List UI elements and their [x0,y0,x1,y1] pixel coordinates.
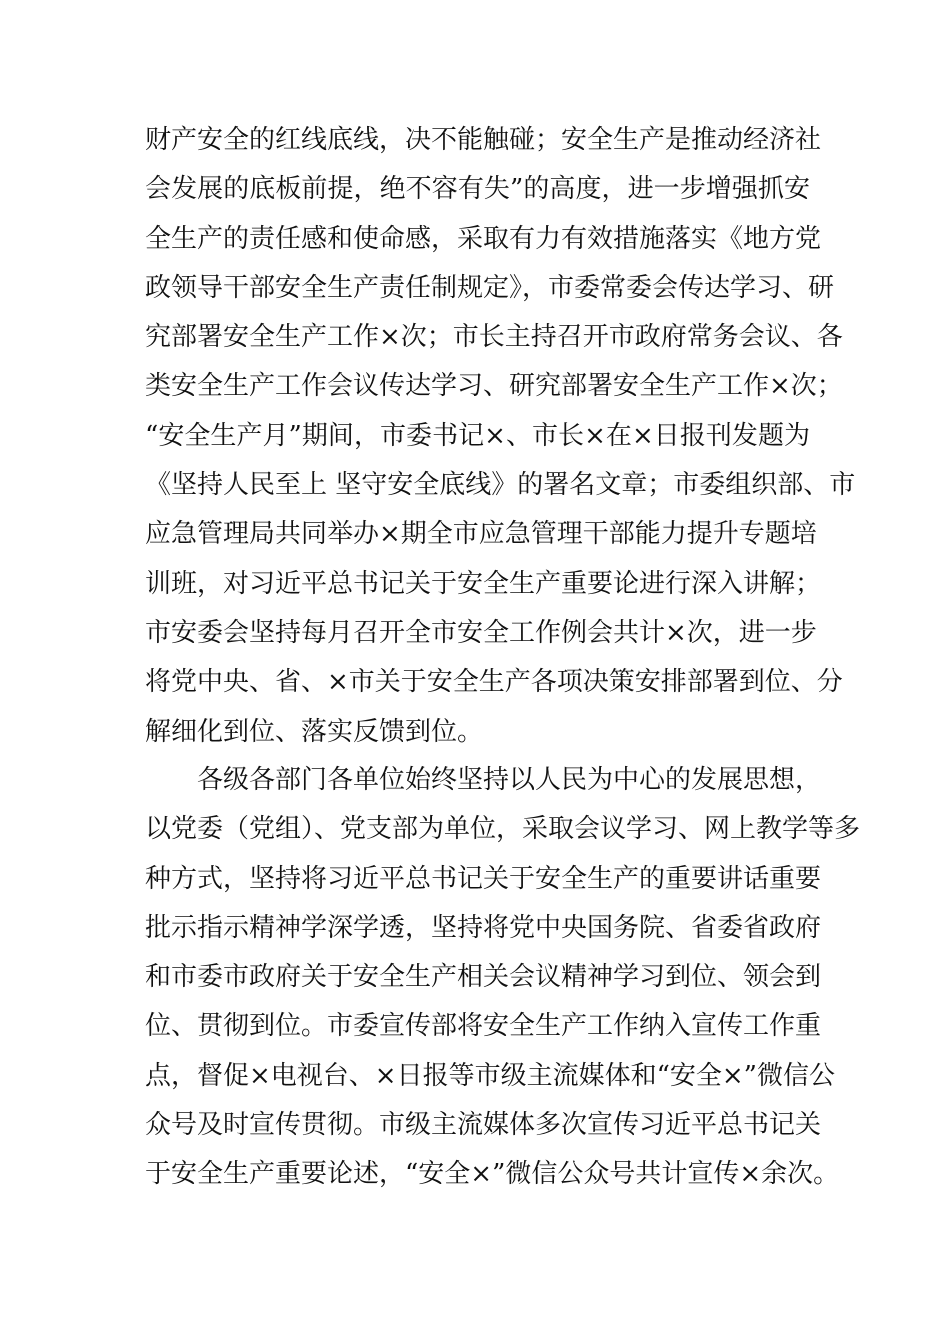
paragraph-2-line: 各级各部门各单位始终坚持以人民为中心的发展思想， [197,765,822,795]
paragraph-2-line: 和市委市政府关于安全生产相关会议精神学习到位、领会到 [145,962,822,993]
paragraph-1-line: 类安全生产工作会议传达学习、研究部署安全生产工作×次； [145,371,843,402]
paragraph-1-line: 财产安全的红线底线，决不能触碰；安全生产是推动经济社 [145,125,822,155]
paragraph-1-line: 将党中央、省、×市关于安全生产各项决策安排部署到位、分 [145,667,843,698]
paragraph-1-line: 《坚持人民至上 坚守安全底线》的署名文章；市委组织部、市 [145,470,856,501]
paragraph-2-line: 位、贯彻到位。市委宣传部将安全生产工作纳入宣传工作重 [145,1011,822,1042]
paragraph-1-line: 市安委会坚持每月召开全市安全工作例会共计×次，进一步 [145,617,817,648]
paragraph-1 [145,116,856,757]
paragraph-2-line: 种方式，坚持将习近平总书记关于安全生产的重要讲话重要 [145,863,822,894]
paragraph-2-line: 于安全生产重要论述，“安全×”微信公众号共计宣传×余次。 [145,1159,840,1190]
paragraph-1-line: 会发展的底板前提，绝不容有失”的高度，进一步增强抓安 [145,174,810,205]
paragraph-1-line: 政领导干部安全生产责任制规定》，市委常委会传达学习、研 [145,272,835,303]
paragraph-1-line: 训班，对习近平总书记关于安全生产重要论进行深入讲解； [145,568,822,599]
paragraph-1-line: “安全生产月”期间，市委书记×、市长×在×日报刊发题为 [145,420,810,451]
paragraph-2 [145,756,861,1200]
paragraph-1-line: 全生产的责任感和使命感，采取有力有效措施落实《地方党 [145,223,822,254]
paragraph-2-line: 批示指示精神学深学透，坚持将党中央国务院、省委省政府 [145,912,822,943]
paragraph-1-line: 究部署安全生产工作×次；市长主持召开市政府常务会议、各 [145,322,843,353]
paragraph-2-line: 众号及时宣传贯彻。市级主流媒体多次宣传习近平总书记关 [145,1110,822,1141]
paragraph-1-line: 解细化到位、落实反馈到位。 [145,716,484,747]
paragraph-1-line: 应急管理局共同举办×期全市应急管理干部能力提升专题培 [145,519,817,550]
paragraph-2-line: 点，督促×电视台、×日报等市级主流媒体和“安全×”微信公 [145,1060,835,1091]
paragraph-2-line: 以党委（党组）、党支部为单位，采取会议学习、网上教学等多 [145,814,861,845]
